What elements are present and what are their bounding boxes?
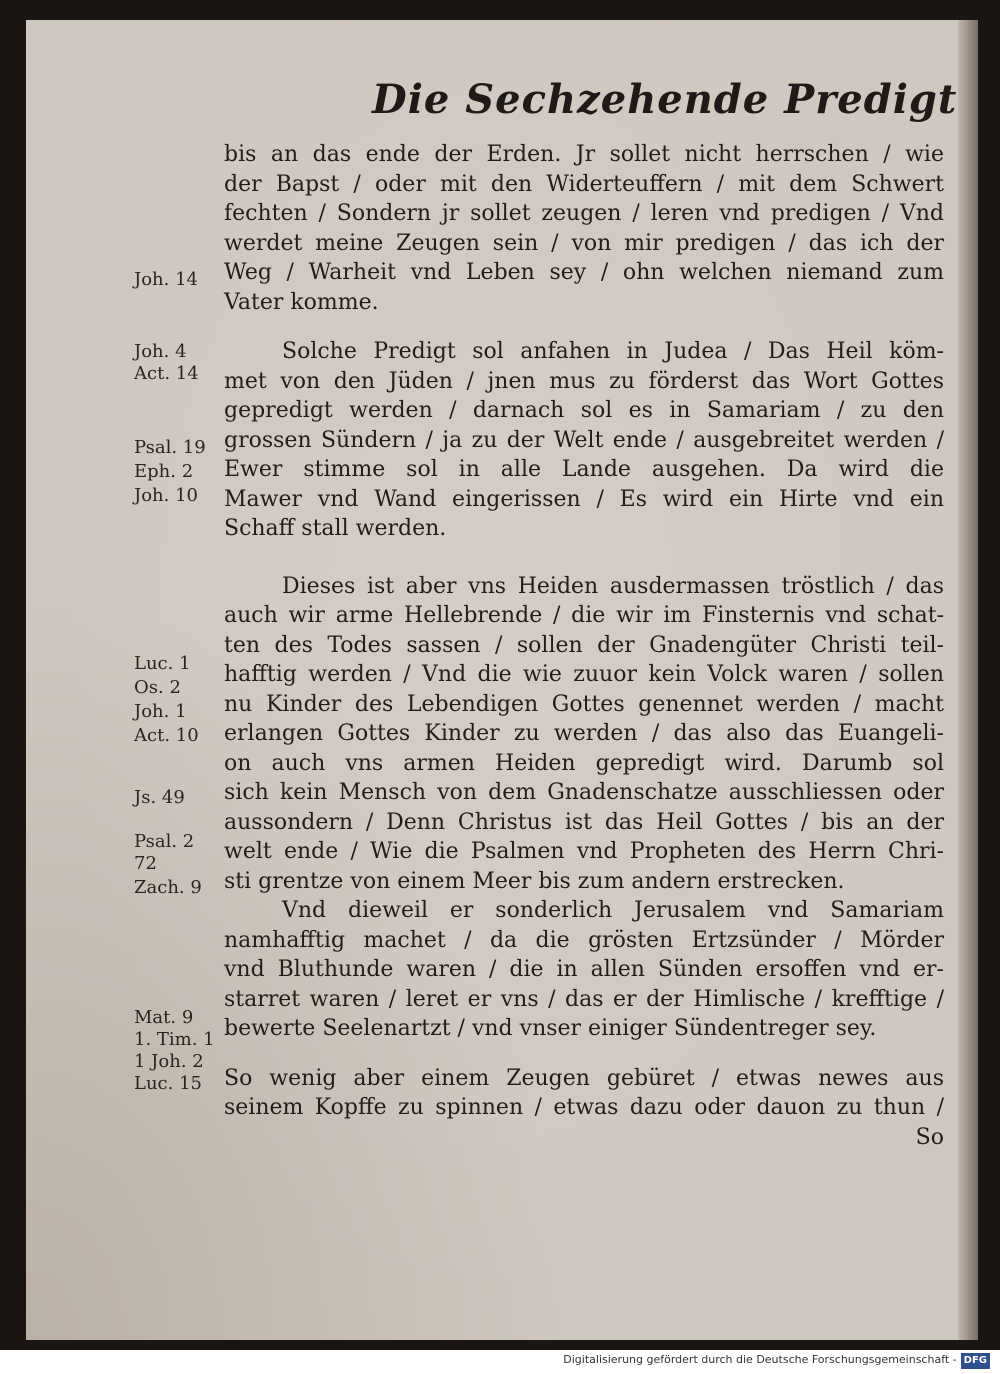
credit-text: Digitalisierung gefördert durch die Deutsche Forschungsgemeinschaft - [563, 1353, 957, 1366]
margin-note: Psal. 19 [134, 437, 206, 458]
margin-note: Act. 14 [134, 363, 199, 384]
margin-note: Zach. 9 [134, 877, 202, 898]
text-line: hafftig werden / Vnd die wie zuuor kein Volck waren / sollen [224, 662, 944, 687]
text-line: Dieses ist aber vns Heiden ausdermassen tröstlich / das [282, 573, 944, 599]
margin-note: Mat. 9 [134, 1007, 194, 1028]
book-page [26, 20, 978, 1340]
text-line: Mawer vnd Wand eingerissen / Es wird ein Hirte vnd ein [224, 486, 944, 512]
digitization-credit [0, 1352, 990, 1369]
text-line: Solche Predigt sol anfahen in Judea / Das Heil köm- [282, 339, 944, 364]
text-line: aussondern / Denn Christus ist das Heil Gottes / bis an der [224, 809, 944, 835]
text-line: namhafftig machet / da die grösten Ertzsünder / Mörder [224, 927, 944, 953]
margin-note: Joh. 14 [134, 269, 198, 290]
text-line: Weg / Warheit vnd Leben sey / ohn welchen niemand zum [224, 260, 944, 285]
margin-note: Joh. 10 [134, 485, 198, 506]
margin-note: Joh. 1 [134, 701, 187, 722]
text-line: Vater komme. [224, 289, 379, 315]
text-line: bis an das ende der Erden. Jr sollet nicht herrschen / wie [224, 142, 944, 167]
text-line: Vnd dieweil er sonderlich Jerusalem vnd Samariam [282, 898, 944, 923]
margin-note: Luc. 15 [134, 1073, 202, 1094]
dfg-logo: DFG [961, 1353, 990, 1369]
margin-note: Js. 49 [134, 787, 185, 808]
text-line: Schaff stall werden. [224, 516, 447, 541]
text-line: werdet meine Zeugen sein / von mir predigen / das ich der [224, 230, 944, 256]
text-line: on auch vns armen Heiden gepredigt wird. Darumb sol [224, 750, 944, 776]
text-line: So wenig aber einem Zeugen gebüret / etwas newes aus [224, 1065, 944, 1091]
margin-note: 72 [134, 853, 157, 874]
text-line: erlangen Gottes Kinder zu werden / das also das Euangeli- [224, 721, 944, 746]
text-line: grossen Sündern / ja zu der Welt ende / ausgebreitet werden / [224, 427, 944, 453]
text-line: vnd Bluthunde waren / die in allen Sünden ersoffen vnd er- [224, 957, 944, 982]
margin-note: 1. Tim. 1 [134, 1029, 215, 1050]
page-spine-shadow [958, 20, 978, 1340]
paragraph-gap [224, 1044, 944, 1064]
margin-note: Joh. 4 [134, 341, 187, 362]
paragraph-gap [224, 317, 944, 337]
running-head: Die Sechzehende Predigt [372, 76, 958, 123]
text-line: seinem Kopffe zu spinnen / etwas dazu oder dauon zu thun / [224, 1095, 944, 1120]
catchword: So [915, 1124, 944, 1150]
margin-note: Act. 10 [134, 725, 199, 746]
margin-note: Psal. 2 [134, 831, 195, 852]
text-line: met von den Jüden / jnen mus zu förderst das Wort Gottes [224, 368, 944, 394]
text-line: sich kein Mensch von dem Gnadenschatze ausschliessen oder [224, 780, 944, 805]
text-line: welt ende / Wie die Psalmen vnd Propheten des Herrn Chri- [224, 839, 944, 864]
paragraph-gap [224, 544, 944, 572]
margin-note: 1 Joh. 2 [134, 1051, 204, 1072]
text-line: starret waren / leret er vns / das er der Himlische / krefftige / [224, 986, 944, 1012]
text-line: nu Kinder des Lebendigen Gottes genennet werden / macht [224, 691, 944, 717]
text-line: der Bapst / oder mit den Widerteuffern / mit dem Schwert [224, 171, 944, 197]
text-line: Ewer stimme sol in alle Lande ausgehen. Da wird die [224, 457, 944, 482]
sermon-text [224, 140, 944, 1152]
margin-note: Eph. 2 [134, 461, 194, 482]
text-line: auch wir arme Hellebrende / die wir im Finsternis vnd schat- [224, 603, 944, 628]
margin-note: Luc. 1 [134, 653, 191, 674]
margin-note: Os. 2 [134, 677, 181, 698]
text-line: bewerte Seelenartzt / vnd vnser einiger Sündentreger sey. [224, 1016, 877, 1041]
text-line: ten des Todes sassen / sollen der Gnadengüter Christi teil- [224, 632, 944, 658]
text-line: sti grentze von einem Meer bis zum andern erstrecken. [224, 868, 845, 894]
text-line: fechten / Sondern jr sollet zeugen / leren vnd predigen / Vnd [224, 201, 944, 226]
text-line: gepredigt werden / darnach sol es in Samariam / zu den [224, 398, 944, 423]
